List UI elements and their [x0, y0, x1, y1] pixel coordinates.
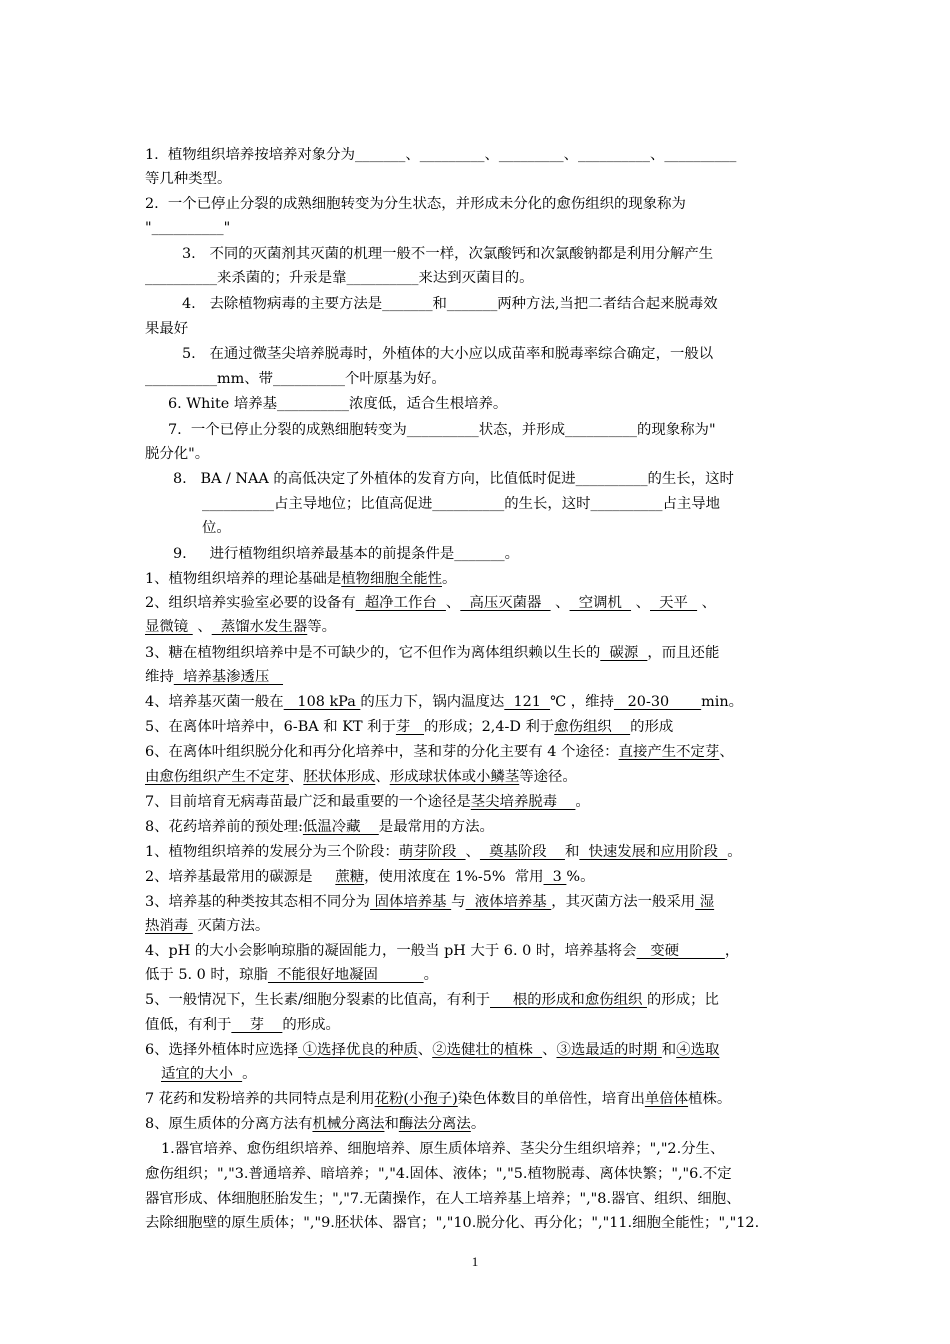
line-text: 8、原生质体的分离方法有	[145, 1116, 313, 1132]
text-line	[145, 941, 810, 961]
answer-text: 低温冷藏	[302, 819, 379, 835]
answer-text: 液体培养基	[465, 894, 552, 910]
text-line	[145, 817, 810, 837]
text-line	[145, 420, 833, 440]
line-text: ，而且还能	[647, 645, 720, 661]
line-text: 4、pH 的大小会影响琼脂的凝固能力，一般当 pH 大于 6. 0 时，培养基将会	[145, 943, 637, 959]
answer-text: 植物细胞全能性	[341, 571, 442, 587]
text-line	[145, 717, 810, 737]
line-text: __________来杀菌的；升汞是靠__________来达到灭菌目的。	[145, 270, 534, 286]
line-text: 染色体数目的单倍性，培育出	[457, 1091, 645, 1107]
line-text: 位。	[202, 520, 231, 536]
line-text: 和	[384, 1116, 399, 1132]
line-text: ，使用浓度在 1%-5% 常用	[364, 869, 544, 885]
line-text: 、	[697, 595, 717, 611]
line-text: 的形成	[630, 719, 674, 735]
text-line	[145, 294, 847, 314]
text-line	[145, 1015, 810, 1035]
text-line	[145, 593, 810, 613]
answer-text: 固体培养基	[370, 894, 452, 910]
text-line	[145, 892, 810, 912]
text-line	[145, 494, 867, 514]
line-text: __________mm、带__________个叶原基为好。	[145, 371, 446, 387]
text-line	[145, 169, 810, 189]
text-line	[145, 990, 810, 1010]
line-text: 7. 一个已停止分裂的成熟细胞转变为__________状态，并形成__________的现象称为"	[168, 422, 716, 438]
line-text: 。	[242, 1066, 257, 1082]
line-text: 和	[564, 844, 580, 860]
line-text: 1. 植物组织培养按培养对象分为_______、_________、_________、__________、__________	[145, 147, 737, 163]
text-line	[145, 1164, 810, 1184]
answer-text: 培养基渗透压	[173, 669, 284, 685]
line-text: 、	[375, 769, 390, 785]
line-text: 5. 在通过微茎尖培养脱毒时，外植体的大小应以成苗率和脱毒率综合确定，一般以	[182, 346, 714, 362]
line-text: 的形成；比	[646, 992, 719, 1008]
page-number: 1	[471, 1254, 479, 1269]
line-text: 、	[550, 595, 570, 611]
text-line	[145, 218, 810, 238]
line-text: 1.器官培养、愈伤组织培养、细胞培养、原生质体培养、茎尖分生组织培养；","2.分生、	[161, 1141, 725, 1157]
line-text: 4、培养基灭菌一般在	[145, 694, 284, 710]
line-text: 。	[575, 794, 590, 810]
answer-text: 适宜的大小	[161, 1066, 243, 1082]
line-text: 的压力下，锅内温度达	[360, 694, 505, 710]
answer-text: 不能很好地凝固	[267, 967, 424, 983]
answer-text: ②选健壮的植株	[432, 1042, 543, 1058]
line-text: 3、培养基的种类按其态相不同分为	[145, 894, 371, 910]
answer-text: 机械分离法	[312, 1116, 385, 1132]
line-text: 等途径。	[519, 769, 577, 785]
line-text: 植株。	[688, 1091, 732, 1107]
answer-text: 芽	[395, 719, 425, 735]
answer-text: 超净工作台	[355, 595, 446, 611]
line-text: 8、花药培养前的预处理:	[145, 819, 303, 835]
answer-text: 愈伤组织	[554, 719, 631, 735]
line-text: 6、在离体叶组织脱分化和再分化培养中，茎和芽的分化主要有 4 个途径：	[145, 744, 619, 760]
text-line	[145, 444, 810, 464]
line-text: 8. BA / NAA 的高低决定了外植体的发育方向，比值低时促进__________的生长，这时	[173, 471, 734, 487]
answer-text: 121	[504, 694, 551, 710]
answer-text: 蔗糖	[335, 869, 365, 885]
line-text: 、	[719, 744, 734, 760]
text-line	[145, 394, 833, 414]
text-line	[145, 965, 810, 985]
answer-text: 天平	[650, 595, 698, 611]
line-text: 等几种类型。	[145, 171, 232, 187]
line-text: 和	[661, 1042, 677, 1058]
text-line	[145, 1089, 810, 1109]
line-text: 、	[417, 1042, 433, 1058]
line-text: 值低，有利于	[145, 1017, 232, 1033]
line-text: 1、植物组织培养的理论基础是	[145, 571, 342, 587]
line-text: 4. 去除植物病毒的主要方法是_______和_______两种方法,当把二者结合起来脱毒效	[182, 296, 718, 312]
line-text: 3、糖在植物组织培养中是不可缺少的，它不但作为离体组织赖以生长的	[145, 645, 601, 661]
text-line	[145, 194, 810, 214]
line-text: ，其灭菌方法一般采用	[551, 894, 696, 910]
answer-text: ①选择优良的种质	[298, 1042, 418, 1058]
answer-text: 花粉(小孢子)	[374, 1091, 458, 1107]
line-text: 果最好	[145, 321, 189, 337]
line-text: 。	[442, 571, 457, 587]
answer-text: 茎尖培养脱毒	[470, 794, 576, 810]
text-line	[145, 1064, 826, 1084]
text-line	[145, 244, 847, 264]
answer-text: 108 kPa	[283, 694, 361, 710]
text-line	[145, 792, 810, 812]
line-text: ，	[724, 943, 740, 959]
answer-text: 酶法分离法	[398, 1116, 471, 1132]
line-text: 、	[192, 619, 212, 635]
text-line	[145, 617, 810, 637]
text-line	[145, 1139, 826, 1159]
answer-text: 萌芽阶段	[398, 844, 466, 860]
text-line	[145, 767, 810, 787]
text-line	[145, 1040, 810, 1060]
text-line	[145, 344, 847, 364]
line-text: 是最常用的方法。	[378, 819, 494, 835]
answer-text: ④选取	[676, 1042, 720, 1058]
line-text: 6、选择外植体时应选择	[145, 1042, 299, 1058]
line-text: 7、目前培育无病毒苗最广泛和最重要的一个途径是	[145, 794, 471, 810]
text-line	[145, 692, 810, 712]
line-text: 低于 5. 0 时，琼脂	[145, 967, 268, 983]
text-line	[145, 544, 838, 564]
line-text: 。	[470, 1116, 486, 1132]
text-line	[145, 643, 810, 663]
answer-text: 变硬	[636, 943, 725, 959]
text-line	[145, 569, 810, 589]
text-line	[145, 867, 810, 887]
line-text: 1、植物组织培养的发展分为三个阶段：	[145, 844, 399, 860]
text-line	[145, 469, 838, 489]
answer-text: 湿	[695, 894, 715, 910]
line-text: 2. 一个已停止分裂的成熟细胞转变为分生状态，并形成未分化的愈伤组织的现象称为	[145, 196, 686, 212]
line-text: 、	[542, 1042, 557, 1058]
answer-text: 3	[543, 869, 567, 885]
line-text: 愈伤组织；","3.普通培养、暗培养；","4.固体、液体；","5.植物脱毒、离体快繁；","6.不定	[145, 1166, 732, 1182]
line-text: 等。	[307, 619, 337, 635]
line-text: 的形成；2,4-D 利于	[424, 719, 555, 735]
line-text: 6. White 培养基__________浓度低，适合生根培养。	[168, 396, 508, 412]
line-text: 脱分化"。	[145, 446, 210, 462]
answer-text: 胚状体形成	[303, 769, 376, 785]
line-text: 3. 不同的灭菌剂其灭菌的机理一般不一样，次氯酸钙和次氯酸钠都是利用分解产生	[182, 246, 714, 262]
text-line	[145, 268, 810, 288]
line-text: 、	[445, 595, 461, 611]
line-text: 、	[465, 844, 480, 860]
answer-text: 单倍体	[644, 1091, 689, 1107]
answer-text: 空调机	[569, 595, 632, 611]
line-text: "__________"	[145, 220, 231, 236]
answer-text: 热消毒	[145, 918, 193, 934]
answer-text: 碳源	[600, 645, 648, 661]
answer-text: 高压灭菌器	[460, 595, 551, 611]
text-line	[145, 742, 810, 762]
answer-text: 显微镜	[145, 619, 193, 635]
text-line	[145, 1189, 810, 1209]
text-line	[145, 369, 810, 389]
answer-text: 芽	[231, 1017, 283, 1033]
line-text: 5、一般情况下，生长素/细胞分裂素的比值高，有利于	[145, 992, 490, 1008]
text-line	[145, 1114, 810, 1134]
answer-text: 奠基阶段	[479, 844, 565, 860]
answer-text: 蒸馏水发生器	[211, 619, 308, 635]
line-text: 与	[451, 894, 466, 910]
line-text: 5、在离体叶培养中，6-BA 和 KT 利于	[145, 719, 396, 735]
answer-text: 形成球状体或小鳞茎	[389, 769, 520, 785]
text-line	[145, 319, 810, 339]
line-text: 的形成。	[282, 1017, 340, 1033]
text-line	[145, 518, 867, 538]
line-text: %。	[566, 869, 595, 885]
answer-text: 直接产生不定芽	[618, 744, 720, 760]
line-text: __________占主导地位；比值高促进__________的生长，这时__________占主导地	[202, 496, 721, 512]
line-text: 器官形成、体细胞胚胎发生；","7.无菌操作，在人工培养基上培养；","8.器官、组织、细胞、	[145, 1191, 741, 1207]
text-line	[145, 145, 810, 165]
text-line	[145, 1213, 810, 1233]
line-text: 、	[288, 769, 304, 785]
line-text: 灭菌方法。	[192, 918, 270, 934]
answer-text: 根的形成和愈伤组织	[490, 992, 647, 1008]
answer-text: 快速发展和应用阶段	[579, 844, 728, 860]
line-text: ℃ ，维持	[550, 694, 614, 710]
answer-text: 由愈伤组织产生不定芽	[145, 769, 289, 785]
line-text: 7 花药和发粉培养的共同特点是利用	[145, 1091, 375, 1107]
line-text: 去除细胞壁的原生质体；","9.胚状体、器官；","10.脱分化、再分化；","11.细胞全能性；","12.	[145, 1215, 760, 1231]
line-text: 、	[631, 595, 650, 611]
line-text: 。	[423, 967, 439, 983]
line-text: 。	[727, 844, 742, 860]
line-text: 维持	[145, 669, 174, 685]
line-text: 9. 进行植物组织培养最基本的前提条件是_______。	[173, 546, 520, 562]
text-line	[145, 667, 810, 687]
text-line	[145, 842, 810, 862]
line-text: 2、培养基最常用的碳源是	[145, 869, 336, 885]
text-line	[145, 916, 810, 936]
answer-text: ③选最适的时期	[556, 1042, 662, 1058]
answer-text: 20-30	[613, 694, 702, 710]
line-text: min。	[701, 694, 744, 710]
line-text: 2、组织培养实验室必要的设备有	[145, 595, 356, 611]
